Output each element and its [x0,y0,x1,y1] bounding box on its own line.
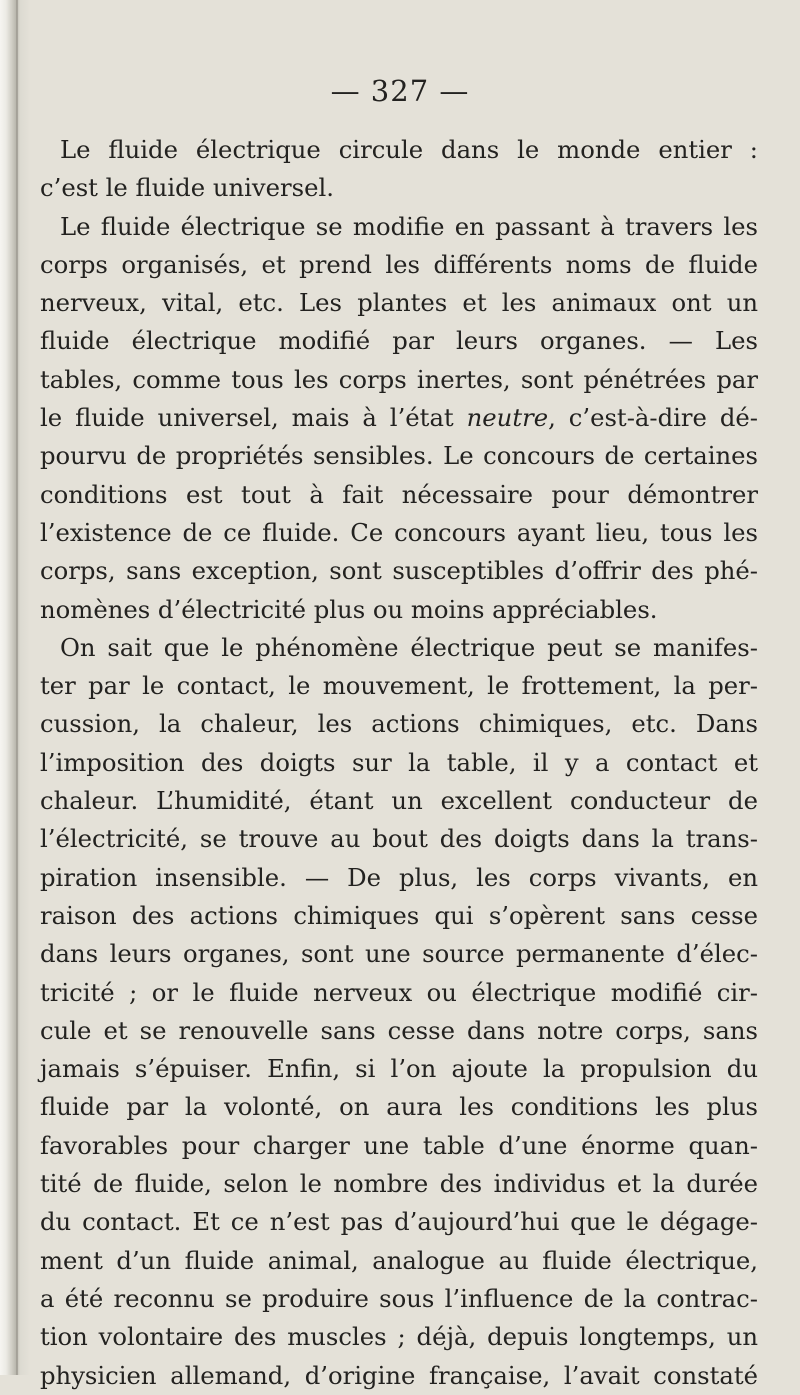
italic-word: neutre [466,403,549,433]
text-line: cussion, la chaleur, les actions chimiques, etc. Dans [40,709,758,739]
text-line: tité de fluide, selon le nombre des individus et la durée [40,1169,758,1199]
text-line: du contact. Et ce n’est pas d’aujourd’hui que le dégage- [40,1207,758,1237]
text-line: fluide électrique modifié par leurs organes. — Les [40,326,758,356]
text-line: favorables pour charger une table d’une énorme quan- [40,1130,758,1160]
text-line: nomènes d’électricité plus ou moins appréciables. [40,594,658,624]
text-line: chaleur. L’humidité, étant un excellent conducteur de [40,786,758,816]
text-line: ment d’un fluide animal, analogue au fluide électrique, [40,1245,758,1275]
text-line: conditions est tout à fait nécessaire pour démontrer [40,479,758,509]
text-line: cule et se renouvelle sans cesse dans notre corps, sans [40,1015,758,1045]
text-line: physicien allemand, d’origine française, l’avait constaté [40,1360,758,1390]
text-line: fluide par la volonté, on aura les conditions les plus [40,1092,758,1122]
text-line: corps organisés, et prend les différents noms de fluide [40,249,758,279]
text-line: pourvu de propriétés sensibles. Le concours de certaines [40,441,758,471]
text-line: jamais s’épuiser. Enfin, si l’on ajoute la propulsion du [40,1054,758,1084]
text-line: a été reconnu se produire sous l’influence de la contrac- [40,1283,758,1313]
page-number-header: — 327 — [330,74,470,108]
text-segment: , c’est-à-dire dé- [548,403,758,433]
text-line: piration insensible. — De plus, les corps vivants, en [40,862,758,892]
text-line: raison des actions chimiques qui s’opèrent sans cesse [40,900,758,930]
text-line: tion volontaire des muscles ; déjà, depuis longtemps, un [40,1322,758,1352]
text-line: c’est le fluide universel. [40,173,334,203]
text-line-with-italic [40,399,758,437]
text-line: l’imposition des doigts sur la table, il y a contact et [40,747,758,777]
text-line: tricité ; or le fluide nerveux ou électrique modifié cir- [40,977,758,1007]
text-line: Le fluide électrique circule dans le monde entier : [60,135,758,164]
body-text [40,131,758,1395]
text-segment: le fluide universel, mais à l’état [40,403,467,433]
text-line: corps, sans exception, sont susceptibles d’offrir des phé- [40,556,758,586]
text-line: ter par le contact, le mouvement, le frottement, la per- [40,671,758,701]
text-line: nerveux, vital, etc. Les plantes et les animaux ont un [40,288,758,318]
text-line: tables, comme tous les corps inertes, sont pénétrées par [40,364,758,394]
text-line: On sait que le phénomène électrique peut se manifes- [60,632,758,662]
text-line: dans leurs organes, sont une source permanente d’élec- [40,939,758,969]
text-line: Le fluide électrique se modifie en passant à travers les [60,211,758,241]
text-line: l’électricité, se trouve au bout des doigts dans la trans- [40,824,758,854]
text-line: l’existence de ce fluide. Ce concours ayant lieu, tous les [40,517,758,547]
